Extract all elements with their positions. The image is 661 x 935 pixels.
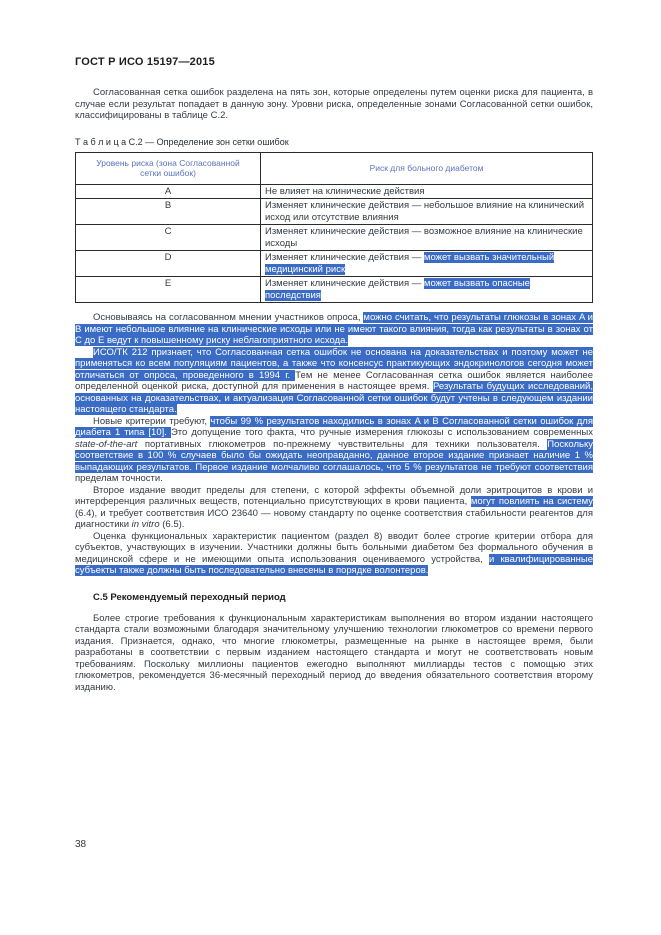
- selection-highlight: ИСО/ТК 212 признает, что Согласованная сетка ошибок не основана на доказательствах и поэтому может не применяться ко всем популяциям пациентов, а также что консенсус практикующих эндокринологов сегодня может отличаться от опроса, проведенного в 1994 г.: [75, 346, 593, 381]
- column-header-risk-level: Уровень риска (зона Согласованной сетки ошибок): [76, 152, 261, 184]
- text-run: портативных глюкометров по-прежнему чувствительны для техники пользователя.: [137, 438, 548, 450]
- text-run: Изменяет клинические действия — небольшое влияние на клинический исход или отсутствие влияния: [265, 200, 585, 223]
- table-row: [76, 277, 593, 303]
- column-header-risk-description: Риск для больного диабетом: [261, 152, 593, 184]
- body-paragraphs: [75, 312, 593, 577]
- table-caption: Т а б л и ц а С.2 — Определение зон сетки ошибок: [75, 136, 289, 147]
- zone-cell: E: [76, 277, 261, 303]
- text-run: Более строгие требования к функциональным характеристикам выполнения во втором издании настоящего стандарта стали возможными благодаря значительному улучшению технологии глюкометров со времени первого издания. Признается, однако, что многие глюкометры, размещенные на рынке в настоящее время, были разработаны в соответствии с первым изданием настоящего стандарта и могут не соответствовать новым требованиям. Поскольку миллионы пациентов ежегодно выполняют миллиарды тестов с помощью этих глюкометров, рекомендуется 36-месячный переходный период до введения обязательного соответствия второму изданию.: [75, 612, 593, 693]
- selection-highlight: можно считать, что результаты глюкозы в зонах A и B имеют небольшое влияние на клинические исходы или не имеют такого влияния, тогда как результаты в зонах от C до E ведут к повышенному риску неблагоприятного исхода.: [75, 312, 593, 346]
- table-body: [76, 184, 593, 303]
- zone-cell: C: [76, 225, 261, 251]
- paragraph: [75, 347, 593, 416]
- table-row: [76, 184, 593, 199]
- text-run: Изменяет клинические действия —: [265, 278, 424, 289]
- text-run: Изменяет клинические действия —: [265, 252, 424, 263]
- text-run: Не влияет на клинические действия: [265, 185, 425, 197]
- selection-highlight: может вызвать опасные последствия: [265, 278, 530, 301]
- risk-cell: [261, 251, 593, 277]
- text-run: state-of-the-art: [75, 438, 138, 450]
- text-run: пределам точности.: [75, 473, 163, 484]
- risk-cell: [261, 199, 593, 225]
- selection-highlight: чтобы 99 % результатов находились в зонах A и B Согласованной сетки ошибок для диабета 1 типа [10].: [75, 415, 593, 438]
- text-run: Второе издание вводит пределы для степени, с которой эффекты объемной доли эритроцитов в крови и интерференция различных веществ, потенциально присутствующих в крови пациента,: [75, 484, 593, 507]
- table-row: [76, 225, 593, 251]
- text-run: in vitro: [131, 519, 160, 530]
- error-grid-table: [75, 152, 593, 304]
- table-header: [76, 152, 593, 184]
- paragraph: [75, 485, 593, 531]
- final-paragraph: [75, 613, 593, 694]
- paragraph: [75, 531, 593, 577]
- paragraph: [75, 312, 593, 347]
- intro-paragraph: [75, 87, 593, 122]
- table-row: [76, 199, 593, 225]
- table-header-row: [76, 152, 593, 184]
- risk-cell: [261, 225, 593, 251]
- zone-cell: D: [76, 251, 261, 277]
- text-run: Оценка функциональных характеристик пациентом (раздел 8) вводит более строгие критерии отбора для субъектов, участвующих в изучении. Участники должны быть больными диабетом без формального обучения в медицинской сфере и не имеющими опыта использования оцениваемого устройства,: [75, 530, 593, 565]
- document-header: ГОСТ Р ИСО 15197—2015: [75, 56, 215, 68]
- page-number: 38: [75, 839, 87, 850]
- text-run: Тем не менее Согласованная сетка ошибок является наиболее определенной оценкой риска, доступной для применения в настоящее время.: [75, 369, 593, 392]
- selection-highlight: Поскольку соответствие в 100 % случаев было бы ожидать неоправданно, данное второе издание признает наличие 1 % выпадающих результатов. Первое издание молчаливо соглашалось, что 5 % результатов не требуют соответствия: [75, 438, 593, 473]
- selection-highlight: и квалифицированные субъекты также должны быть последовательно внесены в порядке волонтеров.: [75, 553, 593, 576]
- zone-cell: A: [76, 184, 261, 199]
- paragraph: [75, 416, 593, 485]
- selection-highlight: Результаты будущих исследований, основанных на доказательствах, и актуализация Согласованной сетки ошибок будут учтены в следующем издании настоящего стандарта.: [75, 381, 593, 415]
- risk-cell: [261, 184, 593, 199]
- selection-highlight: может вызвать значительный медицинский риск: [265, 252, 555, 275]
- text-run: Основываясь на согласованном мнении участников опроса,: [93, 312, 364, 323]
- table-row: [76, 251, 593, 277]
- text-run: Новые критерии требуют,: [93, 415, 211, 427]
- text-run: Это допущение того факта, что ручные измерения глюкозы с использованием современных: [170, 427, 593, 438]
- section-heading: С.5 Рекомендуемый переходный период: [93, 591, 286, 603]
- selection-highlight: могут повлиять на систему: [470, 496, 593, 507]
- text-run: Согласованная сетка ошибок разделена на пять зон, которые определены путем оценки риска для пациента, в случае если результат попадает в данную зону. Уровни риска, определенные зонами Согласованной сетки ошибок, классифицированы в таблице С.2.: [75, 87, 593, 121]
- zone-cell: B: [76, 199, 261, 225]
- page-content: [75, 56, 593, 693]
- risk-cell: [261, 277, 593, 303]
- text-run: Изменяет клинические действия — возможное влияние на клинические исходы: [265, 226, 583, 249]
- text-run: (6.5).: [159, 519, 185, 530]
- text-run: (6.4), и требует соответствия ИСО 23640 — новому стандарту по оценке соответствия стабильности реагентов для диагностики: [75, 507, 593, 530]
